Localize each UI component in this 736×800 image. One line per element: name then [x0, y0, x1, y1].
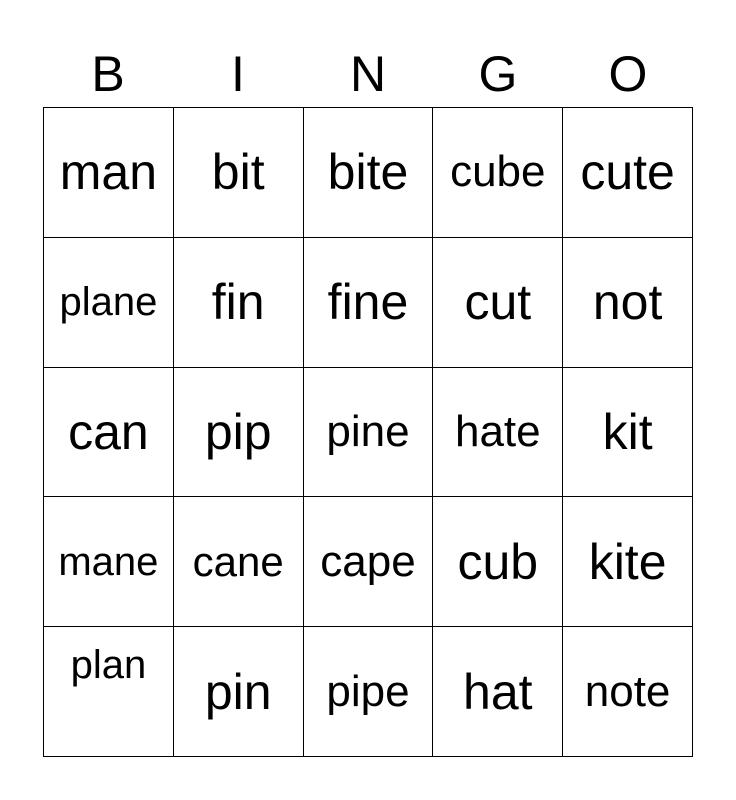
bingo-cell: plan — [44, 627, 174, 757]
bingo-cell: cane — [174, 497, 304, 627]
bingo-cell: bit — [174, 108, 304, 238]
bingo-cell: hat — [433, 627, 563, 757]
bingo-cell: bite — [304, 108, 434, 238]
bingo-cell: can — [44, 368, 174, 498]
bingo-cell: fin — [174, 238, 304, 368]
bingo-cell: mane — [44, 497, 174, 627]
bingo-cell: fine — [304, 238, 434, 368]
bingo-cell: not — [563, 238, 693, 368]
header-letter-n: N — [349, 46, 387, 102]
bingo-cell: cube — [433, 108, 563, 238]
bingo-cell: cape — [304, 497, 434, 627]
bingo-cell: plane — [44, 238, 174, 368]
bingo-cell: cub — [433, 497, 563, 627]
bingo-cell: kit — [563, 368, 693, 498]
bingo-cell: kite — [563, 497, 693, 627]
header-letter-o: O — [608, 46, 648, 102]
bingo-cell: man — [44, 108, 174, 238]
bingo-cell: pip — [174, 368, 304, 498]
bingo-cell: note — [563, 627, 693, 757]
bingo-cell: cut — [433, 238, 563, 368]
bingo-cell: pin — [174, 627, 304, 757]
bingo-cell: pine — [304, 368, 434, 498]
bingo-card-grid — [43, 107, 693, 757]
header-letter-b: B — [91, 46, 125, 102]
header-letter-i: I — [231, 46, 245, 102]
bingo-cell: hate — [433, 368, 563, 498]
header-letter-g: G — [478, 46, 518, 102]
bingo-cell: cute — [563, 108, 693, 238]
bingo-cell: pipe — [304, 627, 434, 757]
bingo-header — [43, 46, 693, 102]
